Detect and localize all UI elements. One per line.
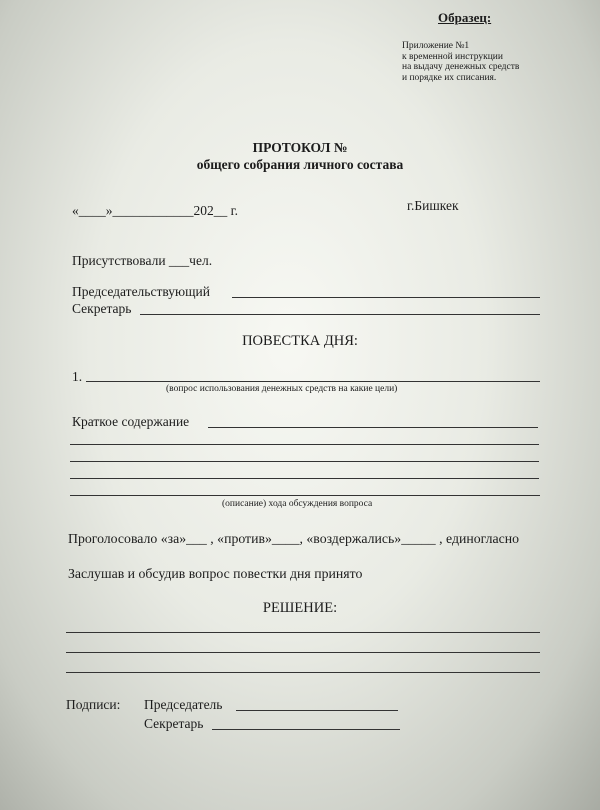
decision-heading: РЕШЕНИЕ: <box>262 600 338 616</box>
attendance-count: Присутствовали ___чел. <box>72 253 213 268</box>
city-name: г.Бишкек <box>407 198 459 213</box>
appendix-note <box>402 41 519 83</box>
summary-hint: (описание) хода обсуждения вопроса <box>222 499 373 509</box>
secretary-signature-label: Секретарь <box>144 716 204 731</box>
protocol-title: ПРОТОКОЛ № <box>252 140 348 155</box>
chairman-signature-line <box>236 710 398 711</box>
signatures-label: Подписи: <box>66 697 121 712</box>
appendix-line: и порядке их списания. <box>402 72 497 83</box>
agenda-item-hint: (вопрос использования денежных средств на какие цели) <box>166 384 398 394</box>
secretary-signature-line <box>212 729 400 730</box>
summary-line <box>70 478 539 479</box>
decision-line <box>66 672 540 673</box>
summary-line <box>208 427 538 428</box>
chairman-signature-label: Председатель <box>144 697 223 712</box>
summary-line <box>70 461 539 462</box>
secretary-line <box>140 314 540 315</box>
decision-line <box>66 632 540 633</box>
sample-label: Образец: <box>438 10 492 25</box>
summary-label: Краткое содержание <box>72 414 190 429</box>
chairman-label: Председательствующий <box>72 284 210 299</box>
secretary-label: Секретарь <box>72 301 132 316</box>
decision-line <box>66 652 540 653</box>
summary-line <box>70 495 540 496</box>
appendix-line: на выдачу денежных средств <box>402 62 520 72</box>
agenda-item-number: 1. <box>72 369 83 384</box>
agenda-heading: ПОВЕСТКА ДНЯ: <box>242 333 358 349</box>
summary-line <box>70 444 539 445</box>
appendix-line: Приложение №1 <box>402 41 470 51</box>
resolution-intro: Заслушав и обсудив вопрос повестки дня принято <box>68 566 363 581</box>
appendix-line: к временной инструкции <box>402 51 503 62</box>
protocol-subtitle: общего собрания личного состава <box>196 157 404 172</box>
vote-results: Проголосовало «за»___ , «против»____, «воздержались»_____ , единогласно <box>68 531 520 546</box>
agenda-item-line <box>86 381 540 382</box>
date-field: «____»____________202__ г. <box>72 203 239 218</box>
chairman-line <box>232 297 540 298</box>
